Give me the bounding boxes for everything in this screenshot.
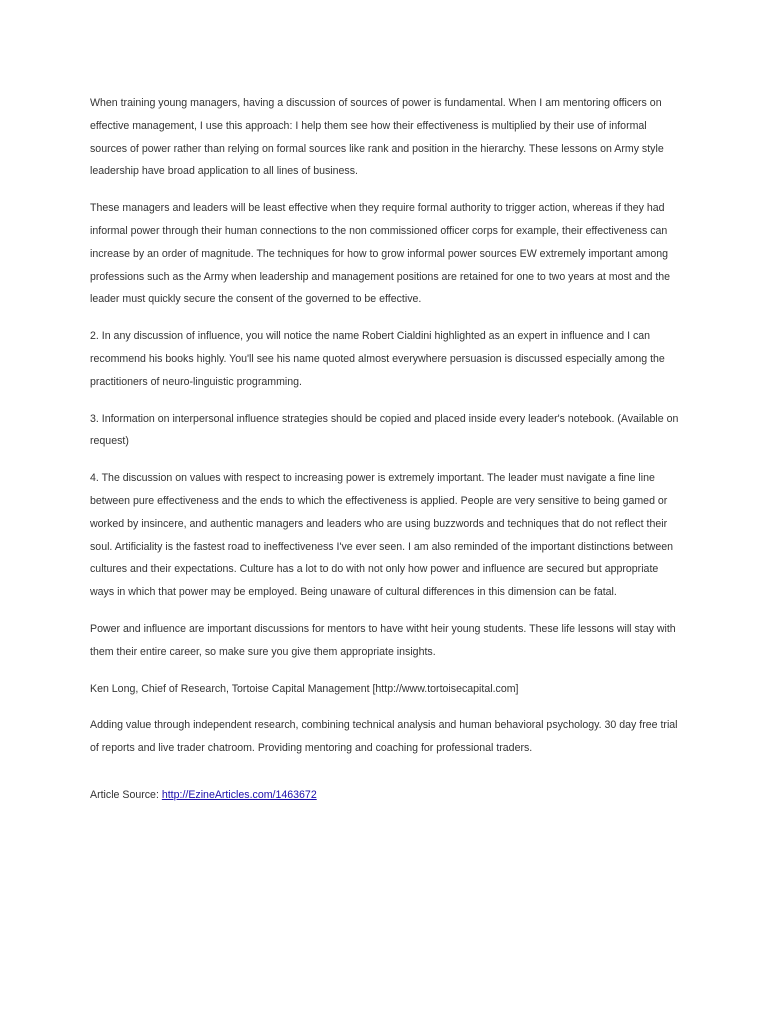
paragraph-point-2: 2. In any discussion of influence, you will notice the name Robert Cialdini highlighted as an expert in influence and I can recommend his books highly. You'll see his name quoted almost everywhere persuasion is discussed especially among the practitioners of neuro-linguistic programming. — [90, 330, 665, 388]
author-bio: Adding value through independent research, combining technical analysis and human behavioral psychology. 30 day free trial of reports and live trader chatroom. Providing mentoring and coaching for professional traders. — [90, 719, 678, 755]
article-source-link[interactable]: http://EzineArticles.com/1463672 — [161, 788, 317, 801]
paragraph-intro: When training young managers, having a discussion of sources of power is fundamental. When I am mentoring officers on effective management, I use this approach: I help them see how their effectiveness is multiplied by their use of informal sources of power rather than relying on formal sources like rank and position in the hierarchy. These lessons on Army style leadership have broad application to all lines of business. — [90, 97, 664, 178]
article-source-label: Article Source: — [90, 788, 162, 801]
document-page — [90, 92, 680, 821]
article-source — [90, 784, 680, 807]
paragraph-conclusion: Power and influence are important discussions for mentors to have witht heir young students. These life lessons will stay with them their entire career, so make sure you give them appropriate insights. — [90, 622, 676, 658]
paragraph-point-4: 4. The discussion on values with respect to increasing power is extremely important. The leader must navigate a fine line between pure effectiveness and the ends to which the effectiveness is applied. People are very sensitive to being gamed or worked by insincere, and authentic managers and leaders who are using buzzwords and techniques that do not reflect their soul. Artificiality is the fastest road to ineffectiveness I've ever seen. I am also reminded of the important distinctions between cultures and their expectations. Culture has a lot to do with not only how power and influence are secured but appropriate ways in which that power may be employed. Being unaware of cultural differences in this dimension can be fatal. — [90, 472, 674, 599]
author-byline: Ken Long, Chief of Research, Tortoise Capital Management [http://www.tortoisecapital.com] — [90, 682, 519, 695]
paragraph-point-3: 3. Information on interpersonal influence strategies should be copied and placed inside every leader's notebook. (Available on request) — [90, 412, 679, 448]
paragraph-managers: These managers and leaders will be least effective when they require formal authority to trigger action, whereas if they had informal power through their human connections to the non commissioned officer corps for example, their effectiveness can increase by an order of magnitude. The techniques for how to grow informal power sources EW extremely important among professions such as the Army when leadership and management positions are retained for one to two years at most and the leader must quickly secure the consent of the governed to be effective. — [90, 202, 671, 306]
